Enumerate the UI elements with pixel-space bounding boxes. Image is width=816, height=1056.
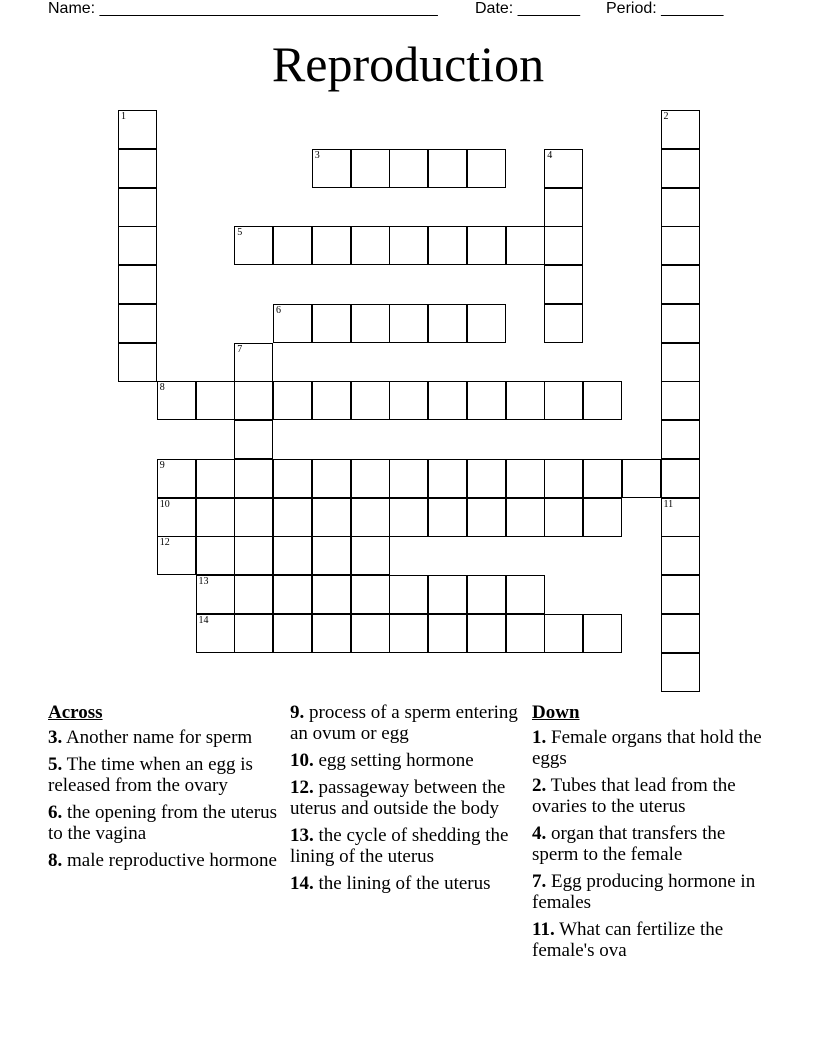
- clue-across: 5. The time when an egg is released from the ovary: [48, 754, 253, 796]
- crossword-cell[interactable]: [389, 226, 428, 265]
- crossword-cell[interactable]: [506, 498, 545, 537]
- crossword-cell[interactable]: [234, 614, 273, 653]
- crossword-cell[interactable]: [467, 226, 506, 265]
- clue-number: 11: [663, 498, 674, 510]
- crossword-cell[interactable]: [351, 536, 390, 575]
- crossword-cell[interactable]: [428, 459, 467, 498]
- clue-number: 3: [314, 149, 320, 161]
- crossword-cell[interactable]: [234, 498, 273, 537]
- crossword-cell[interactable]: [312, 536, 351, 575]
- crossword-cell[interactable]: [661, 614, 700, 653]
- crossword-cell[interactable]: [273, 498, 312, 537]
- name-field[interactable]: Name: ______________________________________: [48, 0, 438, 17]
- clue-number: 7: [237, 343, 243, 355]
- crossword-cell[interactable]: [118, 304, 157, 343]
- crossword-cell[interactable]: [234, 575, 273, 614]
- crossword-cell[interactable]: [544, 149, 583, 188]
- crossword-cell[interactable]: [234, 381, 273, 420]
- crossword-cell[interactable]: [157, 498, 196, 537]
- crossword-cell[interactable]: [661, 226, 700, 265]
- across-heading: Across: [48, 702, 103, 723]
- crossword-cell[interactable]: [661, 575, 700, 614]
- crossword-cell[interactable]: [118, 110, 157, 149]
- crossword-cell[interactable]: [312, 459, 351, 498]
- crossword-cell[interactable]: [661, 188, 700, 227]
- clue-number: 9: [159, 459, 165, 471]
- crossword-cell[interactable]: [351, 498, 390, 537]
- clue-across: 12. passageway between the uterus and outside the body: [290, 777, 506, 819]
- crossword-cell[interactable]: [273, 575, 312, 614]
- crossword-cell[interactable]: [544, 614, 583, 653]
- crossword-cell[interactable]: [506, 614, 545, 653]
- crossword-cell[interactable]: [661, 381, 700, 420]
- crossword-cell[interactable]: [234, 420, 273, 459]
- crossword-cell[interactable]: [661, 149, 700, 188]
- crossword-cell[interactable]: [661, 459, 700, 498]
- crossword-cell[interactable]: [506, 226, 545, 265]
- crossword-cell[interactable]: [506, 459, 545, 498]
- crossword-cell[interactable]: [467, 614, 506, 653]
- crossword-cell[interactable]: [312, 381, 351, 420]
- crossword-cell[interactable]: [661, 498, 700, 537]
- crossword-cell[interactable]: [389, 381, 428, 420]
- crossword-cell[interactable]: [234, 226, 273, 265]
- crossword-cell[interactable]: [157, 536, 196, 575]
- clue-number: 1: [121, 111, 126, 122]
- crossword-cell[interactable]: [312, 226, 351, 265]
- crossword-cell[interactable]: [351, 226, 390, 265]
- crossword-cell[interactable]: [428, 498, 467, 537]
- crossword-cell[interactable]: [583, 381, 622, 420]
- crossword-cell[interactable]: [544, 304, 583, 343]
- crossword-cell[interactable]: [506, 381, 545, 420]
- crossword-cell[interactable]: [351, 149, 390, 188]
- crossword-cell[interactable]: [118, 149, 157, 188]
- crossword-cell[interactable]: [389, 575, 428, 614]
- page-title: Reproduction: [271, 36, 545, 92]
- crossword-cell[interactable]: [428, 575, 467, 614]
- crossword-cell[interactable]: [351, 459, 390, 498]
- clue-down: 4. organ that transfers the sperm to the female: [532, 823, 726, 865]
- clue-number: 4: [547, 149, 553, 161]
- crossword-cell[interactable]: [273, 226, 312, 265]
- date-field[interactable]: Date: _______: [475, 0, 580, 17]
- crossword-cell[interactable]: [196, 459, 235, 498]
- crossword-cell[interactable]: [118, 343, 157, 382]
- crossword-cell[interactable]: [312, 498, 351, 537]
- clues-column-2: [290, 702, 522, 900]
- crossword-cell[interactable]: [234, 459, 273, 498]
- crossword-cell[interactable]: [467, 381, 506, 420]
- crossword-cell[interactable]: [661, 653, 700, 692]
- clue-across: 13. the cycle of shedding the lining of the uterus: [290, 825, 509, 867]
- crossword-cell[interactable]: [118, 265, 157, 304]
- crossword-cell[interactable]: [351, 614, 390, 653]
- crossword-cell[interactable]: [389, 149, 428, 188]
- crossword-cell[interactable]: [389, 498, 428, 537]
- crossword-cell[interactable]: [661, 536, 700, 575]
- crossword-cell[interactable]: [389, 304, 428, 343]
- crossword-cell[interactable]: [661, 420, 700, 459]
- clue-number: 14: [198, 614, 209, 626]
- crossword-cell[interactable]: [544, 265, 583, 304]
- crossword-cell[interactable]: [234, 536, 273, 575]
- crossword-cell[interactable]: [312, 304, 351, 343]
- crossword-cell[interactable]: [506, 575, 545, 614]
- crossword-cell[interactable]: [273, 304, 312, 343]
- crossword-cell[interactable]: [234, 343, 273, 382]
- crossword-cell[interactable]: [273, 381, 312, 420]
- crossword-cell[interactable]: [544, 381, 583, 420]
- crossword-cell[interactable]: [544, 226, 583, 265]
- crossword-cell[interactable]: [428, 226, 467, 265]
- crossword-cell[interactable]: [118, 188, 157, 227]
- clue-down: 11. What can fertilize the female's ova: [532, 919, 724, 961]
- crossword-cell[interactable]: [196, 536, 235, 575]
- clue-down: 7. Egg producing hormone in females: [532, 871, 756, 913]
- clue-number: 6: [276, 304, 281, 316]
- crossword-cell[interactable]: [157, 381, 196, 420]
- clues-column-3: [532, 702, 764, 967]
- crossword-cell[interactable]: [467, 498, 506, 537]
- crossword-cell[interactable]: [273, 459, 312, 498]
- crossword-cell[interactable]: [351, 304, 390, 343]
- crossword-cell[interactable]: [389, 459, 428, 498]
- crossword-cell[interactable]: [428, 149, 467, 188]
- crossword-cell[interactable]: [467, 304, 506, 343]
- crossword-cell[interactable]: [351, 381, 390, 420]
- crossword-cell[interactable]: [583, 498, 622, 537]
- period-field[interactable]: Period: _______: [606, 0, 724, 17]
- clues-column-1: [48, 702, 280, 877]
- clue-number: 13: [198, 576, 209, 587]
- crossword-cell[interactable]: [312, 614, 351, 653]
- clue-across: 9. process of a sperm entering an ovum or egg: [290, 702, 518, 744]
- crossword-cell[interactable]: [428, 381, 467, 420]
- clue-number: 2: [663, 111, 669, 122]
- clue-number: 5: [237, 227, 243, 239]
- crossword-cell[interactable]: [351, 575, 390, 614]
- crossword-cell[interactable]: [583, 614, 622, 653]
- crossword-cell[interactable]: [428, 304, 467, 343]
- clue-across: 6. the opening from the uterus to the vagina: [48, 802, 278, 844]
- crossword-cell[interactable]: [312, 575, 351, 614]
- clue-across: 14. the lining of the uterus: [290, 873, 491, 894]
- clue-across: 8. male reproductive hormone: [48, 850, 277, 871]
- crossword-cell[interactable]: [544, 498, 583, 537]
- clue-number: 10: [159, 498, 170, 510]
- crossword-cell[interactable]: [118, 226, 157, 265]
- crossword-cell[interactable]: [544, 459, 583, 498]
- crossword-cell[interactable]: [622, 459, 661, 498]
- crossword-cell[interactable]: [389, 614, 428, 653]
- clue-number: 8: [159, 382, 165, 394]
- clue-number: 12: [159, 537, 170, 549]
- down-heading: Down: [532, 702, 580, 723]
- crossword-cell[interactable]: [196, 575, 235, 614]
- crossword-cell[interactable]: [467, 575, 506, 614]
- crossword-cell[interactable]: [196, 614, 235, 653]
- crossword-cell[interactable]: [157, 459, 196, 498]
- clue-down: 2. Tubes that lead from the ovaries to the uterus: [532, 775, 736, 817]
- crossword-cell[interactable]: [661, 304, 700, 343]
- crossword-cell[interactable]: [273, 614, 312, 653]
- crossword-cell[interactable]: [467, 149, 506, 188]
- crossword-cell[interactable]: [196, 498, 235, 537]
- clue-down: 1. Female organs that hold the eggs: [532, 727, 762, 769]
- crossword-cell[interactable]: [196, 381, 235, 420]
- crossword-cell[interactable]: [661, 110, 700, 149]
- crossword-cell[interactable]: [544, 188, 583, 227]
- crossword-cell[interactable]: [273, 536, 312, 575]
- crossword-cell[interactable]: [661, 265, 700, 304]
- crossword-cell[interactable]: [583, 459, 622, 498]
- crossword-cell[interactable]: [467, 459, 506, 498]
- clue-across: 3. Another name for sperm: [48, 727, 253, 748]
- crossword-cell[interactable]: [661, 343, 700, 382]
- crossword-cell[interactable]: [312, 149, 351, 188]
- clue-across: 10. egg setting hormone: [290, 750, 474, 771]
- crossword-cell[interactable]: [428, 614, 467, 653]
